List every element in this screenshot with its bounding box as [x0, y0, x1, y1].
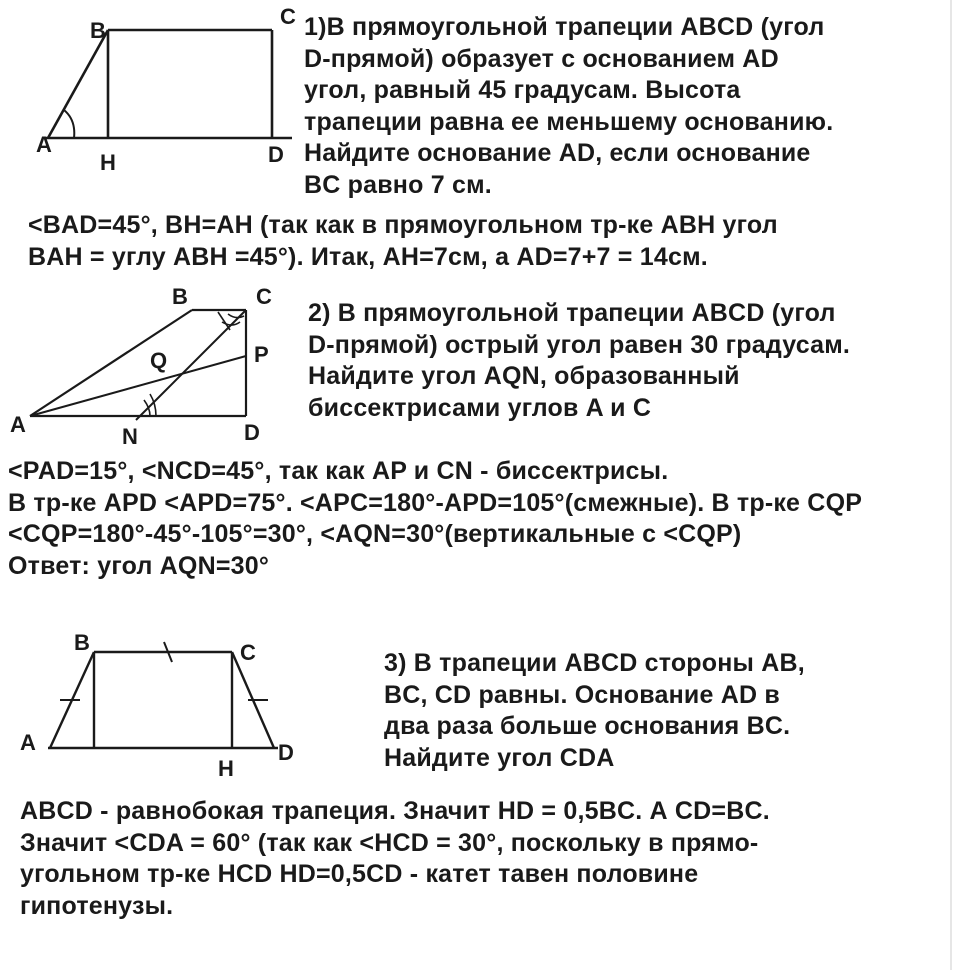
fig2-label-d: D: [244, 420, 260, 445]
problem-2-solution-line: В тр-ке APD <APD=75°. <APC=180°-APD=105°(смежные). В тр-ке CQP: [8, 488, 863, 517]
fig1-label-h: H: [100, 150, 116, 175]
problem-1-line: D-прямой) образует с основанием AD: [304, 44, 779, 73]
fig1-label-c: C: [280, 4, 296, 29]
fig2-label-c: C: [256, 284, 272, 309]
problem-3-line: два раза больше основания BC.: [384, 712, 791, 740]
fig2-label-p: P: [254, 342, 269, 367]
fig1-label-b: B: [90, 18, 106, 43]
problem-1-line: трапеции равна ее меньшему основанию.: [304, 107, 834, 136]
problem-3-solution-line: угольном тр-ке HCD HD=0,5CD - катет тавен половине: [20, 860, 699, 888]
problem-3-solution: [20, 796, 770, 922]
fig1-label-d: D: [268, 142, 284, 167]
fig3-label-a: A: [20, 730, 36, 755]
problem-2-solution-line: <CQP=180°-45°-105°=30°, <AQN=30°(вертикальные с <CQP): [8, 520, 742, 548]
fig2-label-n: N: [122, 424, 138, 449]
problem-1-line: Найдите основание AD, если основание: [304, 139, 811, 167]
problem-3-line: 3) В трапеции ABCD стороны AB,: [384, 649, 805, 677]
problem-3-solution-line: ABCD - равнобокая трапеция. Значит HD = 0,5BC. А CD=BC.: [20, 797, 770, 825]
problem-2-solution-line: Ответ: угол AQN=30°: [8, 551, 270, 580]
problem-1-solution-line: <BAD=45°, BH=AH (так как в прямоугольном тр-ке ABH угол: [28, 211, 778, 239]
fig1-label-a: A: [36, 132, 52, 157]
problem-1-line: угол, равный 45 градусам. Высота: [304, 76, 741, 104]
problem-2-line: 2) В прямоугольной трапеции ABCD (угол: [308, 299, 836, 327]
fig3-label-b: B: [74, 630, 90, 655]
problem-1-solution-line: BAH = углу ABH =45°). Итак, AH=7см, а AD=7+7 = 14см.: [28, 242, 708, 271]
problem-3-line: BC, CD равны. Основание AD в: [384, 680, 780, 709]
problem-1-line: BC равно 7 см.: [304, 170, 492, 199]
problem-1-line: 1)В прямоугольной трапеции ABCD (угол: [304, 13, 825, 41]
fig3-label-h: H: [218, 756, 234, 781]
problem-3-statement: [384, 648, 805, 774]
fig2-label-a: A: [10, 412, 26, 437]
problem-2-line: Найдите угол AQN, образованный: [308, 362, 740, 390]
problem-3-line: Найдите угол CDA: [384, 743, 615, 772]
problem-2-line: биссектрисами углов A и C: [308, 393, 652, 422]
fig3-label-d: D: [278, 740, 294, 765]
problem-3-solution-line: гипотенузы.: [20, 891, 174, 920]
fig2-label-q: Q: [150, 348, 168, 373]
fig3-label-c: C: [240, 640, 256, 665]
fig2-label-b: B: [172, 284, 188, 309]
problem-2-line: D-прямой) острый угол равен 30 градусам.: [308, 330, 851, 359]
problem-2-solution-line: <PAD=15°, <NCD=45°, так как AP и CN - биссектрисы.: [8, 457, 669, 485]
right-edge-line: [950, 0, 952, 970]
problem-3-solution-line: Значит <CDA = 60° (так как <HCD = 30°, поскольку в прямо-: [20, 828, 759, 857]
